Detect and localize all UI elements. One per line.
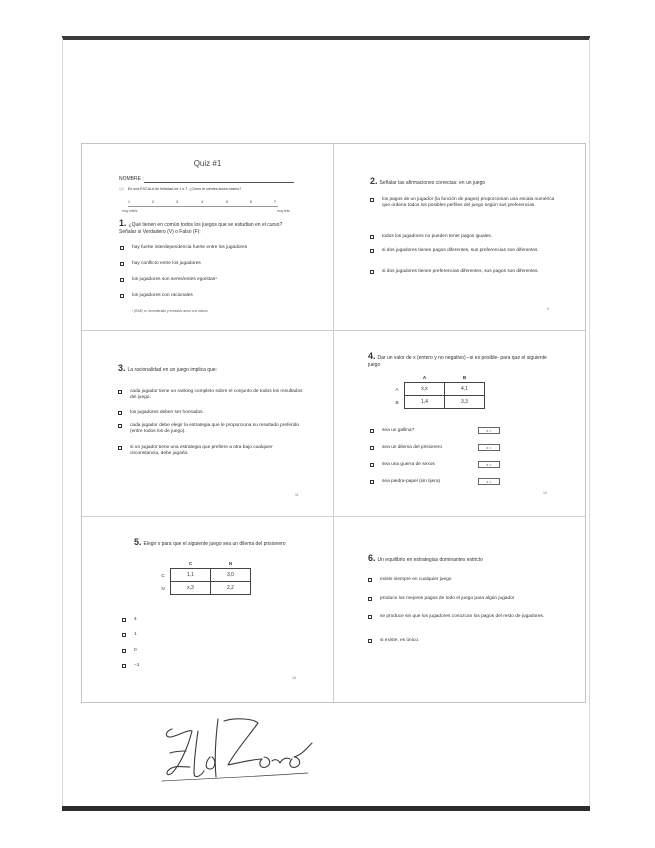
q3-option[interactable] <box>118 410 310 416</box>
q4-option[interactable] <box>370 445 492 451</box>
q3-option-label: cada jugador debe elegir la estrategia que le proporciona su resultado preferido (entre todos los de juego). <box>130 423 300 435</box>
q1-option-label: hay conflicto entre los jugadores <box>132 261 201 266</box>
column-header: B <box>462 375 467 380</box>
q4-number: 4. <box>368 351 376 361</box>
payoff-cell: x,3 <box>171 582 211 595</box>
handwritten-signature <box>158 707 318 787</box>
page-right-edge <box>589 38 590 808</box>
checkbox-icon[interactable] <box>368 615 372 619</box>
q4-text: Dar un valor de x (entero y no negativo) –si es posible- para que el siguiente juego <box>368 355 547 368</box>
q1-footnote: ¹ (RAE) m. Inmoderado y excesivo amor a sí mismo <box>132 309 208 313</box>
q5-option[interactable] <box>122 648 194 654</box>
q5-question <box>134 539 304 548</box>
row-header: C <box>161 572 165 578</box>
checkbox-icon[interactable] <box>122 664 126 668</box>
checkbox-icon[interactable] <box>370 249 374 253</box>
q6-option-label: se produce sin que los jugadores conozcan los pagos del resto de jugadores. <box>380 614 545 619</box>
q2-option-label: si dos jugadores tienen pagos diferentes, sus preferencias son diferentes. <box>382 248 539 253</box>
q3-option[interactable] <box>118 389 310 402</box>
slide-q2 <box>334 144 585 330</box>
payoff-cell: 3,3 <box>445 396 485 409</box>
scale-value[interactable]: 6 <box>250 200 252 204</box>
q2-option[interactable] <box>370 234 562 240</box>
q6-option[interactable] <box>368 596 580 602</box>
q3-number: 3. <box>118 363 126 373</box>
checkbox-icon[interactable] <box>122 633 126 637</box>
q5-option[interactable] <box>122 632 194 638</box>
q3-text: La racionalidad en un juego implica que: <box>127 367 218 373</box>
scale-value[interactable]: 3 <box>176 200 178 204</box>
q2-number: 2. <box>370 176 378 186</box>
q2-question <box>370 178 560 187</box>
q0-label: Q0. <box>119 187 125 191</box>
q6-question <box>368 555 558 564</box>
row-header: B <box>395 399 399 405</box>
q5-option[interactable] <box>122 617 194 623</box>
checkbox-icon[interactable] <box>368 578 372 582</box>
q1-option-label: hay fuerte interdependencia fuerte entre los jugadores <box>132 245 248 250</box>
name-field[interactable] <box>144 182 294 183</box>
q5-number: 5. <box>134 537 142 547</box>
checkbox-icon[interactable] <box>368 639 372 643</box>
q3-question <box>118 365 308 374</box>
checkbox-icon[interactable] <box>370 446 374 450</box>
q1-number: 1. <box>119 218 127 228</box>
slide-q4 <box>334 331 585 516</box>
q5-payoff-matrix <box>156 559 251 595</box>
slide-q5 <box>82 517 333 702</box>
q3-option-label: si un jugador tiene una estrategia que prefiere a otra bajo cualquier circunstancia, debe jugarla. <box>130 445 273 457</box>
page-number: 11 <box>295 493 299 497</box>
q4-question <box>368 353 558 369</box>
column-header: C <box>188 561 193 566</box>
q3-option[interactable] <box>118 423 310 436</box>
checkbox-icon[interactable] <box>370 198 374 202</box>
checkbox-icon[interactable] <box>368 597 372 601</box>
slide-q3 <box>82 331 333 516</box>
q1-option[interactable] <box>120 277 322 283</box>
checkbox-icon[interactable] <box>120 294 124 298</box>
q2-option[interactable] <box>370 197 562 210</box>
checkbox-icon[interactable] <box>120 278 124 282</box>
slide-q6 <box>334 517 585 702</box>
q3-option-label: cada jugador tiene un ranking completo sobre el conjunto de todos los resultados del juego. <box>130 389 303 401</box>
q2-option[interactable] <box>370 269 547 275</box>
q6-option-label: si existe, es único. <box>380 638 420 643</box>
q4-option-label: sea un gallina? <box>382 428 415 433</box>
q6-option-label: produce los mejores pagos de todo el juego para algún jugador <box>380 596 515 601</box>
q2-text: Señalar las afirmaciones correctas: en un juego <box>379 180 486 186</box>
scale-high-label: muy feliz <box>276 209 290 213</box>
page-top-edge <box>62 36 590 40</box>
checkbox-icon[interactable] <box>118 411 122 415</box>
q1-question <box>119 220 299 236</box>
q4-option[interactable] <box>370 428 492 434</box>
q6-number: 6. <box>368 553 376 563</box>
q4-option-label: sea un dilema del prisionero <box>382 445 442 450</box>
slide-q1 <box>82 144 333 330</box>
payoff-cell: x,x <box>405 383 445 396</box>
row-header: N <box>161 585 165 591</box>
column-header: A <box>422 375 427 380</box>
q4-option-label: sea una guerra de sexos <box>382 462 435 467</box>
q1-option-label: los jugadores son seres/entes egoístas¹ <box>132 277 217 282</box>
q5-option-label: −1 <box>134 663 140 668</box>
checkbox-icon[interactable] <box>120 262 124 266</box>
column-header: N <box>228 561 233 566</box>
payoff-cell: 1,1 <box>171 569 211 582</box>
checkbox-icon[interactable] <box>370 429 374 433</box>
checkbox-icon[interactable] <box>118 390 122 394</box>
payoff-cell: 3,0 <box>211 569 251 582</box>
q1-option-label: los jugadores con racionales <box>132 293 193 298</box>
checkbox-icon[interactable] <box>122 649 126 653</box>
q4-option-label: sea piedra-papel (sin tijera) <box>382 479 441 484</box>
q2-option[interactable] <box>370 248 542 254</box>
q6-option[interactable] <box>368 614 555 620</box>
q1-text: ¿Qué tienen en común todos los juegos que se estudian en el curso? Señalar si Verdadero (V) o Falso (F): <box>119 222 283 235</box>
page-left-edge <box>62 38 63 808</box>
checkbox-icon[interactable] <box>120 246 124 250</box>
checkbox-icon[interactable] <box>118 424 122 428</box>
q2-option-label: los pagos de un jugador (la función de pagos) proporcionan una escala numérica que ordena todos los posibles perfiles del juego según sus preferencias. <box>382 197 555 209</box>
q6-text: Un equilibrio en estrategias dominantes estricto <box>377 557 483 563</box>
q6-option-label: existe siempre en cualquier juego <box>380 577 452 582</box>
scale-value[interactable]: 1 <box>128 200 130 204</box>
q6-option[interactable] <box>368 577 580 583</box>
q1-option[interactable] <box>120 293 322 299</box>
answer-field[interactable]: x = <box>478 427 500 434</box>
page-number: 9 <box>547 307 549 311</box>
q1-option[interactable] <box>120 261 322 267</box>
scale-ends <box>122 209 290 213</box>
payoff-cell: 4,1 <box>445 383 485 396</box>
page-number: 16 <box>292 676 296 680</box>
scale-value[interactable]: 5 <box>226 200 228 204</box>
q0-question <box>119 187 241 191</box>
quiz-title: Quiz #1 <box>193 159 222 168</box>
answer-field[interactable]: x = <box>478 478 500 485</box>
scale-low-label: muy infeliz <box>122 209 138 213</box>
checkbox-icon[interactable] <box>370 270 374 274</box>
checkbox-icon[interactable] <box>370 480 374 484</box>
q3-option[interactable] <box>118 445 300 458</box>
q5-option[interactable] <box>122 663 194 669</box>
checkbox-icon[interactable] <box>370 235 374 239</box>
q1-option[interactable] <box>120 245 322 251</box>
q5-option-label: 1 <box>134 632 137 637</box>
name-label: NOMBRE : <box>119 176 144 182</box>
q0-text: En una ESCALA de felicidad de 1 a 7. ¿Cómo te sientes ahora mismo? <box>127 187 242 191</box>
q3-option-label: los jugadores deben ser honrados. <box>130 410 204 415</box>
scale-value[interactable]: 4 <box>201 200 203 204</box>
q4-option[interactable] <box>370 479 492 485</box>
q6-option[interactable] <box>368 638 555 644</box>
q4-option[interactable] <box>370 462 492 468</box>
q2-option-label: si dos jugadores tienen preferencias diferentes, sus pagos son diferentes. <box>382 269 539 274</box>
page-bottom-edge <box>62 806 590 811</box>
q5-text: Elegir x para que el siguiente juego sea un dilema del prisionero <box>143 541 286 547</box>
answer-field[interactable]: x = <box>478 461 500 468</box>
q2-option-label: todos los jugadores no pueden tener pagos iguales. <box>382 234 493 239</box>
q5-option-label: 0 <box>134 648 137 653</box>
payoff-cell: 1,4 <box>405 396 445 409</box>
checkbox-icon[interactable] <box>122 618 126 622</box>
row-header: A <box>395 386 399 392</box>
page-number: 10 <box>543 491 547 495</box>
payoff-cell: 2,2 <box>211 582 251 595</box>
quiz-sheet <box>81 143 586 703</box>
scale-value[interactable]: 7 <box>274 200 276 204</box>
scale-value[interactable]: 2 <box>152 200 154 204</box>
checkbox-icon[interactable] <box>370 463 374 467</box>
q5-option-label: 4 <box>134 617 137 622</box>
checkbox-icon[interactable] <box>118 446 122 450</box>
answer-field[interactable]: x = <box>478 444 500 451</box>
q4-payoff-matrix <box>390 373 485 409</box>
